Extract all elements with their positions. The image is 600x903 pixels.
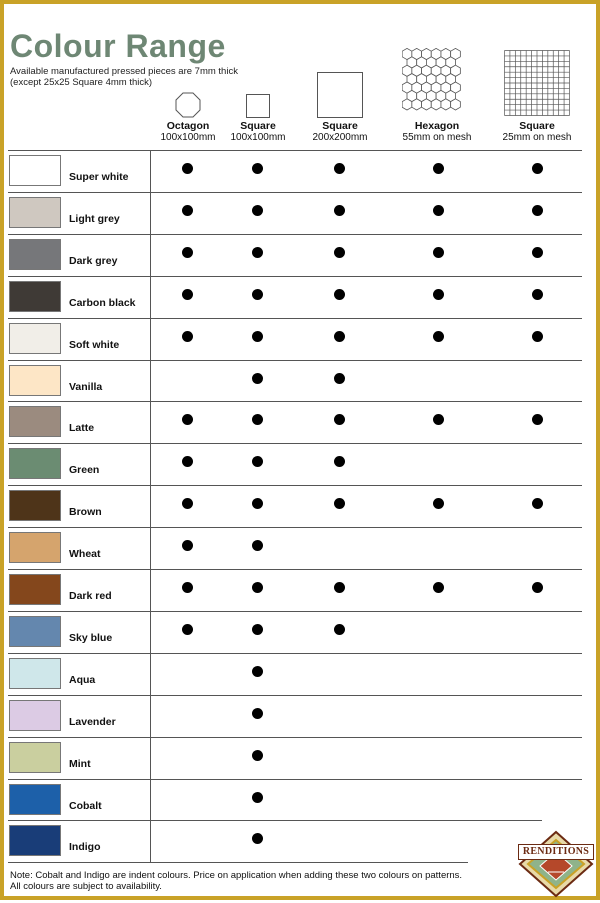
colour-name: Mint (69, 757, 91, 770)
column-square-mesh-size: 25mm on mesh (502, 132, 572, 143)
colour-swatch (9, 281, 61, 312)
availability-dot (252, 498, 263, 509)
column-square-100-size: 100x100mm (230, 132, 286, 143)
column-hexagon-name: Hexagon (414, 120, 460, 132)
colour-swatch (9, 323, 61, 354)
colour-name: Aqua (69, 673, 96, 686)
square-mesh-icon (504, 50, 570, 116)
column-square-200-name: Square (322, 120, 358, 132)
availability-dot (182, 414, 193, 425)
availability-dot (532, 205, 543, 216)
availability-dot (182, 498, 193, 509)
availability-dot (252, 456, 263, 467)
colour-name: Wheat (69, 548, 101, 561)
colour-name: Green (69, 464, 100, 477)
colour-swatch (9, 490, 61, 521)
availability-dot (433, 498, 444, 509)
column-square-100-name: Square (240, 120, 276, 132)
availability-dot (252, 750, 263, 761)
availability-dot (433, 331, 444, 342)
column-octagon-size: 100x100mm (160, 132, 216, 143)
colour-name: Indigo (69, 841, 101, 854)
availability-dot (433, 247, 444, 258)
colour-name: Dark grey (69, 254, 118, 267)
availability-dot (334, 373, 345, 384)
table-row (4, 821, 600, 862)
renditions-logo (518, 830, 594, 898)
colour-name: Light grey (69, 212, 120, 225)
availability-dot (252, 582, 263, 593)
availability-dot (252, 666, 263, 677)
colour-name: Cobalt (69, 799, 102, 812)
row-divider (8, 862, 468, 863)
table-row (4, 361, 600, 402)
colour-swatch (9, 700, 61, 731)
small-square-tile-icon (246, 94, 270, 118)
colour-swatch (9, 155, 61, 186)
colour-name: Carbon black (69, 296, 136, 309)
availability-dot (252, 708, 263, 719)
availability-dot (182, 289, 193, 300)
column-octagon-name: Octagon (166, 120, 210, 132)
availability-dot (433, 582, 444, 593)
footer-note (10, 870, 470, 892)
colour-name: Super white (69, 171, 129, 183)
availability-dot (252, 792, 263, 803)
availability-dot (532, 289, 543, 300)
availability-dot (532, 498, 543, 509)
availability-dot (252, 205, 263, 216)
table-row (4, 654, 600, 695)
availability-dot (252, 414, 263, 425)
hexagon-mesh-icon (402, 48, 472, 118)
availability-dot (532, 163, 543, 174)
availability-dot (334, 205, 345, 216)
availability-dot (334, 624, 345, 635)
availability-dot (334, 498, 345, 509)
table-row (4, 277, 600, 318)
table-row (4, 235, 600, 276)
table-row (4, 319, 600, 360)
availability-dot (182, 582, 193, 593)
availability-dot (252, 247, 263, 258)
availability-dot (182, 205, 193, 216)
column-square-200 (285, 4, 395, 150)
availability-dot (334, 456, 345, 467)
table-row (4, 738, 600, 779)
logo-emblem-icon (518, 830, 594, 898)
availability-dot (334, 414, 345, 425)
availability-dot (532, 247, 543, 258)
availability-dot (532, 414, 543, 425)
availability-dot (433, 205, 444, 216)
footer-note-line-2: All colours are subject to availability. (10, 881, 162, 892)
colour-swatch (9, 574, 61, 605)
table-row (4, 486, 600, 527)
footer-note-line-1: Note: Cobalt and Indigo are indent colours. Price on application when adding these two colours on patterns. (10, 870, 463, 881)
page-title: Colour Range (10, 28, 226, 64)
colour-name: Dark red (69, 590, 112, 602)
colour-name: Lavender (69, 715, 116, 728)
availability-dot (182, 247, 193, 258)
logo-wordmark: RENDITIONS (518, 844, 594, 860)
colour-swatch (9, 742, 61, 773)
table-row (4, 696, 600, 737)
large-square-tile-icon (317, 72, 363, 118)
availability-dot (182, 540, 193, 551)
colour-swatch (9, 658, 61, 689)
colour-name: Brown (69, 506, 102, 519)
colour-name: Vanilla (69, 380, 103, 393)
availability-dot (334, 247, 345, 258)
availability-dot (252, 373, 263, 384)
column-square-mesh-name: Square (519, 120, 555, 132)
colour-swatch (9, 532, 61, 563)
colour-swatch (9, 784, 61, 815)
column-divider (150, 150, 151, 862)
availability-dot (433, 414, 444, 425)
colour-name: Soft white (69, 338, 120, 351)
availability-dot (252, 540, 263, 551)
availability-dot (252, 163, 263, 174)
table-row (4, 570, 600, 611)
availability-dot (252, 331, 263, 342)
table-row (4, 402, 600, 443)
availability-dot (433, 163, 444, 174)
table-row (4, 193, 600, 234)
availability-dot (532, 331, 543, 342)
availability-dot (334, 289, 345, 300)
column-square-mesh (482, 4, 592, 150)
table-row (4, 780, 600, 821)
colour-swatch (9, 448, 61, 479)
column-square-200-size: 200x200mm (312, 132, 368, 143)
table-row (4, 612, 600, 653)
table-row (4, 444, 600, 485)
octagon-tile-icon (175, 92, 201, 118)
availability-dot (182, 163, 193, 174)
thickness-note-line-1: Available manufactured pressed pieces are 7mm thick (10, 66, 238, 77)
availability-dot (182, 624, 193, 635)
availability-dot (334, 582, 345, 593)
availability-dot (433, 289, 444, 300)
availability-dot (182, 456, 193, 467)
availability-dot (252, 833, 263, 844)
availability-dot (252, 624, 263, 635)
column-hexagon-size: 55mm on mesh (402, 132, 472, 143)
colour-swatch (9, 239, 61, 270)
availability-dot (532, 582, 543, 593)
availability-dot (252, 289, 263, 300)
colour-name: Sky blue (69, 631, 113, 644)
colour-swatch (9, 825, 61, 856)
colour-swatch (9, 616, 61, 647)
availability-dot (334, 331, 345, 342)
thickness-note-line-2: (except 25x25 Square 4mm thick) (10, 77, 153, 88)
column-hexagon (382, 4, 492, 150)
availability-dot (182, 331, 193, 342)
availability-dot (334, 163, 345, 174)
table-row (4, 528, 600, 569)
colour-swatch (9, 197, 61, 228)
colour-swatch (9, 365, 61, 396)
table-row (4, 151, 600, 192)
colour-swatch (9, 406, 61, 437)
colour-name: Latte (69, 422, 95, 435)
